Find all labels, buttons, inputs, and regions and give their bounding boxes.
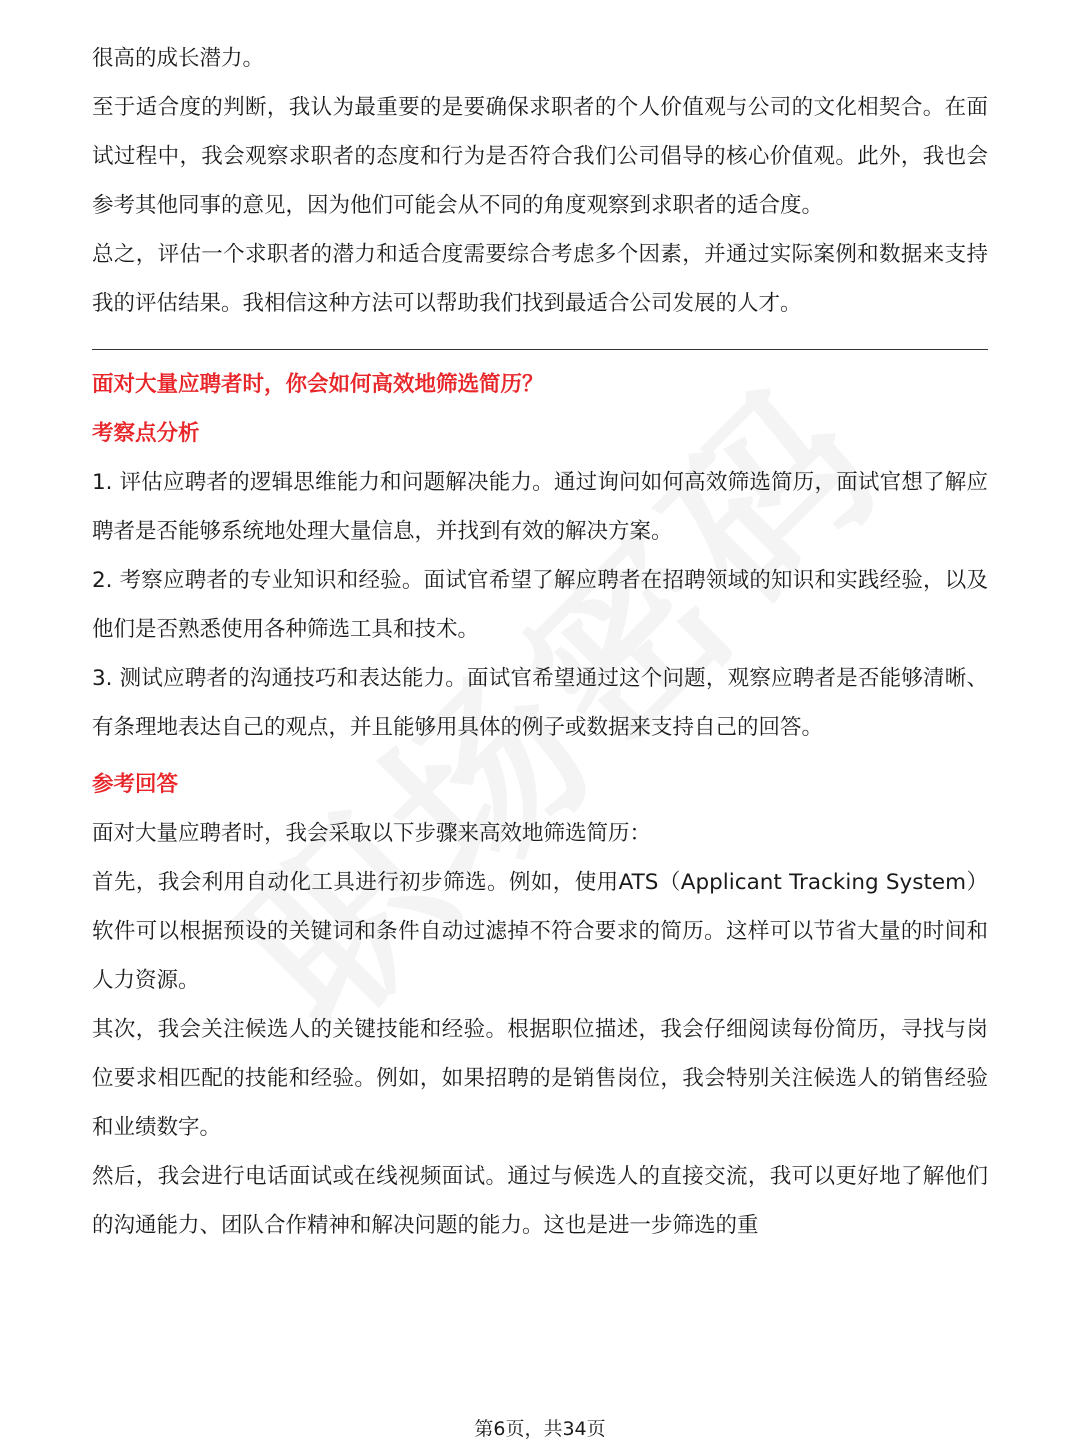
reference-paragraph: 其次，我会关注候选人的关键技能和经验。根据职位描述，我会仔细阅读每份简历，寻找与岗位要求相匹配的技能和经验。例如，如果招聘的是销售岗位，我会特别关注候选人的销售经验和业绩数字。 bbox=[92, 1017, 988, 1140]
reference-paragraph: 首先，我会利用自动化工具进行初步筛选。例如，使用ATS（Applicant Tracking System）软件可以根据预设的关键词和条件自动过滤掉不符合要求的简历。这样可以节省大量的时间和人力资源。 bbox=[92, 870, 988, 993]
page-number: 第6页，共34页 bbox=[474, 1418, 606, 1440]
analysis-point: 1. 评估应聘者的逻辑思维能力和问题解决能力。通过询问如何高效筛选简历，面试官想了解应聘者是否能够系统地处理大量信息，并找到有效的解决方案。 bbox=[92, 470, 988, 544]
reference-title: 参考回答 bbox=[92, 772, 179, 797]
document-page bbox=[92, 34, 988, 1250]
intro-paragraph: 很高的成长潜力。 bbox=[92, 46, 265, 71]
reference-paragraph: 然后，我会进行电话面试或在线视频面试。通过与候选人的直接交流，我可以更好地了解他们的沟通能力、团队合作精神和解决问题的能力。这也是进一步筛选的重 bbox=[92, 1164, 988, 1238]
analysis-title: 考察点分析 bbox=[92, 421, 200, 446]
intro-paragraph: 至于适合度的判断，我认为最重要的是要确保求职者的个人价值观与公司的文化相契合。在面试过程中，我会观察求职者的态度和行为是否符合我们公司倡导的核心价值观。此外，我也会参考其他同事的意见，因为他们可能会从不同的角度观察到求职者的适合度。 bbox=[92, 95, 988, 218]
reference-paragraph: 面对大量应聘者时，我会采取以下步骤来高效地筛选简历： bbox=[92, 821, 652, 846]
analysis-point: 3. 测试应聘者的沟通技巧和表达能力。面试官希望通过这个问题，观察应聘者是否能够清晰、有条理地表达自己的观点，并且能够用具体的例子或数据来支持自己的回答。 bbox=[92, 666, 988, 740]
intro-paragraph: 总之，评估一个求职者的潜力和适合度需要综合考虑多个因素，并通过实际案例和数据来支持我的评估结果。我相信这种方法可以帮助我们找到最适合公司发展的人才。 bbox=[92, 242, 988, 316]
analysis-point: 2. 考察应聘者的专业知识和经验。面试官希望了解应聘者在招聘领域的知识和实践经验，以及他们是否熟悉使用各种筛选工具和技术。 bbox=[92, 568, 988, 642]
question-heading: 面对大量应聘者时，你会如何高效地筛选简历？ bbox=[92, 372, 544, 397]
section-divider bbox=[92, 349, 988, 350]
